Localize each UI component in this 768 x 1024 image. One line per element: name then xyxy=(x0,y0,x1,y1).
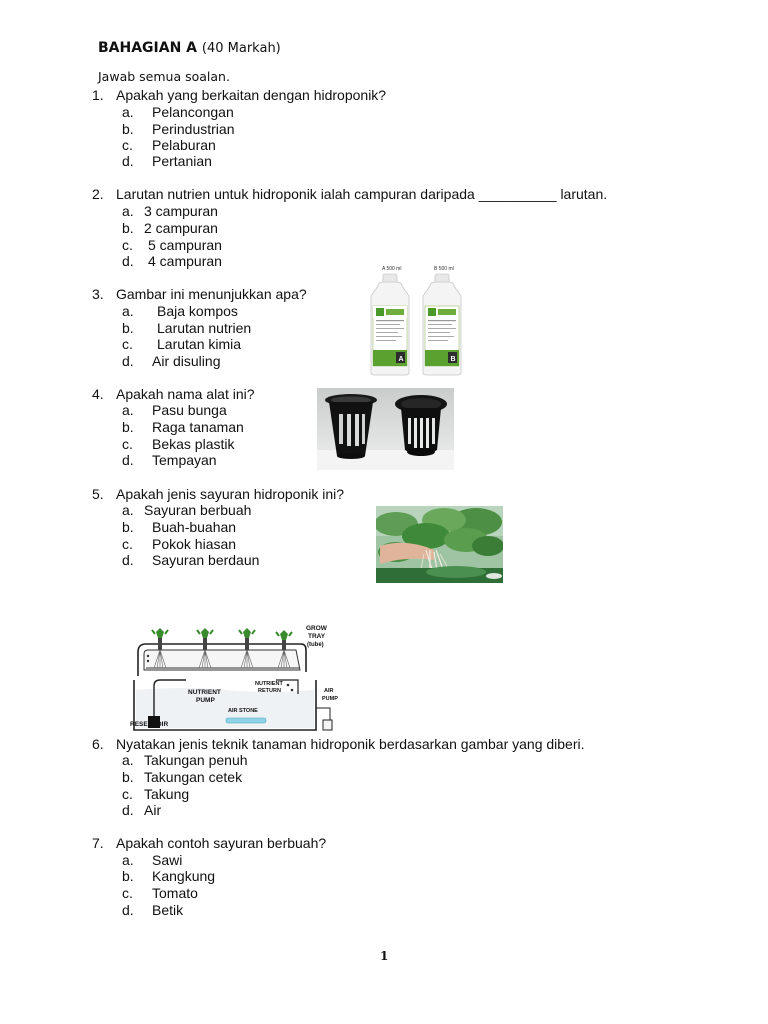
question-number: 1. xyxy=(92,87,104,103)
question-text: Apakah contoh sayuran berbuah? xyxy=(116,835,327,851)
option-4b: b. Raga tanaman xyxy=(122,419,244,435)
bottle-a xyxy=(371,274,409,375)
question-3 xyxy=(92,286,307,302)
label-grow-tray: GROW xyxy=(306,625,327,632)
label-air-pump: AIR xyxy=(324,688,334,694)
option-5b: b. Buah-buahan xyxy=(122,519,237,535)
label-nutrient-return: NUTRIENT xyxy=(255,681,283,687)
option-7c: c. Tomato xyxy=(122,885,198,901)
option-5c: c. Pokok hiasan xyxy=(122,536,237,552)
option-3b: b. Larutan nutrien xyxy=(122,320,252,336)
option-3d: d. Air disuling xyxy=(122,353,221,369)
page-number: 1 xyxy=(380,949,389,963)
question-text: Apakah nama alat ini? xyxy=(116,386,255,402)
section-name: BAHAGIAN A xyxy=(98,40,198,56)
option-4d: d. Tempayan xyxy=(122,452,217,468)
section-marks: (40 Markah) xyxy=(201,41,281,56)
option-1b: b. Perindustrian xyxy=(122,121,235,137)
option-2a: a. 3 campuran xyxy=(122,203,218,219)
option-1a: a. Pelancongan xyxy=(122,104,234,120)
option-2b: b. 2 campuran xyxy=(122,220,218,236)
question-text: Larutan nutrien untuk hidroponik ialah campuran daripada __________ larutan. xyxy=(116,186,608,202)
option-5d: d. Sayuran berdaun xyxy=(122,552,260,568)
label-nutrient-pump: NUTRIENT xyxy=(188,689,221,696)
instruction: Jawab semua soalan. xyxy=(98,69,230,84)
question-text: Apakah jenis sayuran hidroponik ini? xyxy=(116,486,345,502)
option-6b: b. Takungan cetek xyxy=(122,769,243,785)
question-number: 3. xyxy=(92,286,104,302)
question-number: 6. xyxy=(92,736,104,752)
question-6 xyxy=(92,736,585,752)
option-2d: d. 4 campuran xyxy=(122,253,222,269)
question-2 xyxy=(92,186,607,202)
bottle-b-letter: B xyxy=(450,356,456,363)
question-number: 7. xyxy=(92,835,104,851)
question-7 xyxy=(92,835,326,851)
option-6d: d. Air xyxy=(122,802,162,818)
bottle-a-volume: A 500 ml xyxy=(382,266,402,272)
option-2c: c. 5 campuran xyxy=(122,237,222,253)
option-4c: c. Bekas plastik xyxy=(122,436,235,452)
question-text: Apakah yang berkaitan dengan hidroponik? xyxy=(116,87,387,103)
option-5a: a. Sayuran berbuah xyxy=(122,502,252,518)
question-text: Gambar ini menunjukkan apa? xyxy=(116,286,307,302)
option-6c: c. Takung xyxy=(122,786,190,802)
label-nutrient-return-2: RETURN xyxy=(258,688,281,694)
option-1d: d. Pertanian xyxy=(122,153,212,169)
label-air-pump-2: PUMP xyxy=(322,696,338,702)
question-number: 5. xyxy=(92,486,104,502)
net-pots-image xyxy=(317,388,454,470)
option-1c: c. Pelaburan xyxy=(122,137,216,153)
leafy-vegetable-image xyxy=(376,506,503,583)
option-7b: b. Kangkung xyxy=(122,868,216,884)
question-4 xyxy=(92,386,255,402)
question-number: 4. xyxy=(92,386,104,402)
option-4a: a. Pasu bunga xyxy=(122,402,227,418)
option-7d: d. Betik xyxy=(122,902,184,918)
bottle-b-volume: B 500 ml xyxy=(434,266,454,272)
label-grow-tray-2: TRAY xyxy=(308,633,326,640)
label-grow-tray-3: (tube) xyxy=(307,642,324,648)
question-5 xyxy=(92,486,344,502)
option-3c: c. Larutan kimia xyxy=(122,336,242,352)
question-1 xyxy=(92,87,386,103)
label-nutrient-pump-2: PUMP xyxy=(196,697,215,704)
section-title xyxy=(98,40,281,57)
option-7a: a. Sawi xyxy=(122,852,183,868)
option-6a: a. Takungan penuh xyxy=(122,752,248,768)
question-number: 2. xyxy=(92,186,104,202)
nutrient-bottles-image xyxy=(364,262,480,376)
label-air-stone: AIR STONE xyxy=(228,708,258,714)
label-reservoir: RESERVOIR xyxy=(130,721,169,728)
bottle-a-letter: A xyxy=(398,356,404,363)
hydroponic-system-diagram xyxy=(126,624,342,736)
question-text: Nyatakan jenis teknik tanaman hidroponik berdasarkan gambar yang diberi. xyxy=(116,736,585,752)
bottle-b xyxy=(423,274,461,375)
option-3a: a. Baja kompos xyxy=(122,303,238,319)
